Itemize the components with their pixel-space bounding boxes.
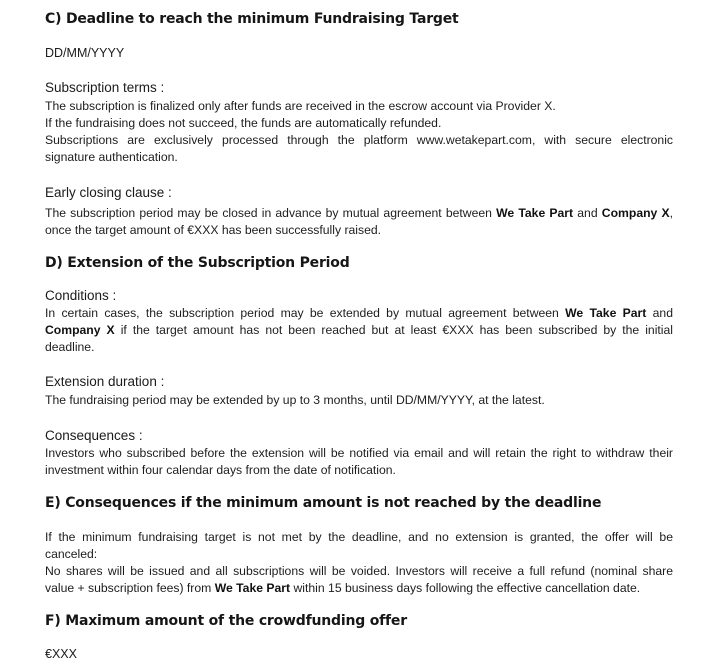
conditions-label: Conditions :	[45, 288, 117, 303]
company-x-bold: Company X	[601, 206, 670, 220]
section-e-heading: E) Consequences if the minimum amount is not reached by the deadline	[45, 495, 602, 511]
subscription-terms-line-3: Subscriptions are exclusively processed through the platform www.wetakepart.com, with secure electronic	[45, 133, 673, 147]
text-fragment: In certain cases, the subscription period may be extended by mutual agreement between	[45, 306, 566, 320]
text-fragment: if the target amount has not been reached but at least €XXX has been subscribed by the initial	[114, 323, 673, 337]
subscription-terms-text	[45, 98, 673, 166]
section-e-line-4	[45, 580, 673, 597]
subscription-terms-line-1: The subscription is finalized only after funds are received in the escrow account via Provider X.	[45, 99, 556, 113]
deadline-date: DD/MM/YYYY	[45, 46, 125, 60]
section-c-heading: C) Deadline to reach the minimum Fundraising Target	[45, 11, 459, 27]
extension-duration-text	[45, 392, 673, 409]
extension-duration-label: Extension duration :	[45, 374, 165, 389]
conditions-line-3: deadline.	[45, 340, 95, 354]
consequences-line-2: investment within four calendar days from the date of notification.	[45, 463, 396, 477]
we-take-part-bold: We Take Part	[214, 581, 291, 595]
text-fragment: and	[646, 306, 673, 320]
consequences-text	[45, 445, 673, 479]
text-fragment: ,	[669, 206, 674, 220]
text-fragment: and	[573, 206, 602, 220]
conditions-text	[45, 305, 673, 356]
consequences-label: Consequences :	[45, 428, 143, 443]
subscription-terms-line-4: signature authentication.	[45, 150, 178, 164]
early-closing-line-1	[45, 205, 673, 222]
consequences-line-1: Investors who subscribed before the extension will be notified via email and will retain the right to withdraw their	[45, 446, 673, 460]
maximum-amount-value: €XXX	[45, 647, 77, 661]
early-closing-text	[45, 205, 673, 239]
we-take-part-bold: We Take Part	[496, 206, 574, 220]
text-fragment: value + subscription fees) from	[45, 581, 215, 595]
section-e-line-2: canceled:	[45, 547, 98, 561]
subscription-terms-line-2: If the fundraising does not succeed, the funds are automatically refunded.	[45, 116, 442, 130]
section-f-heading: F) Maximum amount of the crowdfunding offer	[45, 613, 407, 629]
section-e-text	[45, 529, 673, 597]
early-closing-label: Early closing clause :	[45, 185, 172, 200]
text-fragment: The subscription period may be closed in advance by mutual agreement between	[45, 206, 497, 220]
section-d-heading: D) Extension of the Subscription Period	[45, 255, 350, 271]
conditions-line-1	[45, 305, 673, 322]
text-fragment: within 15 business days following the effective cancellation date.	[290, 581, 641, 595]
we-take-part-bold: We Take Part	[565, 306, 647, 320]
subscription-terms-label: Subscription terms :	[45, 80, 165, 95]
conditions-line-2	[45, 322, 673, 339]
section-e-line-3: No shares will be issued and all subscriptions will be voided. Investors will receive a full refund (nominal share	[45, 564, 673, 578]
extension-duration-line: The fundraising period may be extended by up to 3 months, until DD/MM/YYYY, at the latest.	[45, 393, 545, 407]
company-x-bold: Company X	[45, 323, 115, 337]
early-closing-line-2: once the target amount of €XXX has been successfully raised.	[45, 223, 382, 237]
section-e-line-1: If the minimum fundraising target is not met by the deadline, and no extension is granted, the offer will be	[45, 530, 673, 544]
